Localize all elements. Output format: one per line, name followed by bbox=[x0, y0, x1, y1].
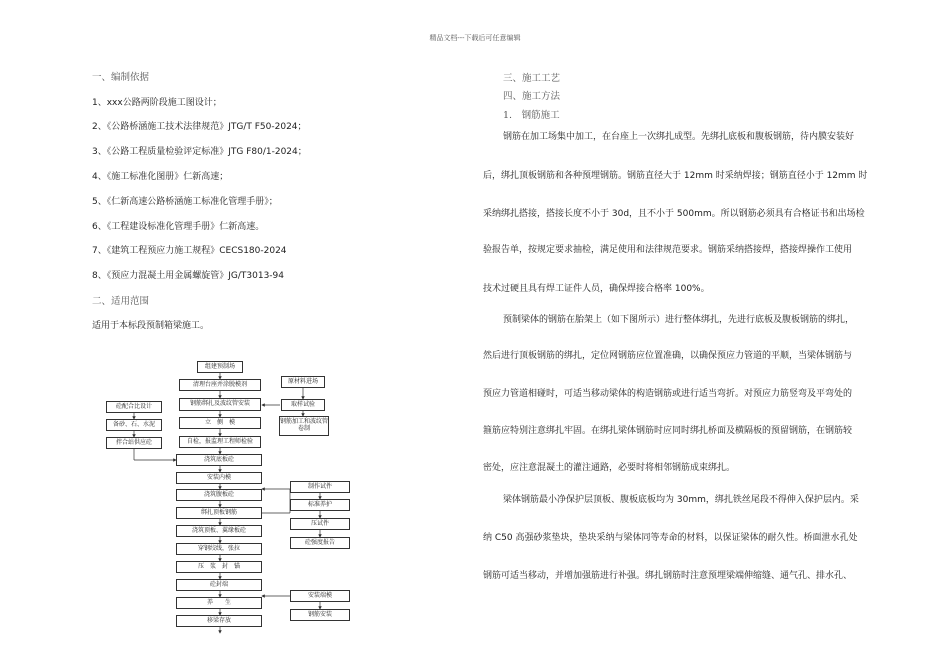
flow-step: 养 生 bbox=[176, 597, 262, 609]
basis-item: 2、《公路桥涵施工技术法律规范》JTG/T F50-2024； bbox=[92, 122, 307, 132]
flow-step: 浇筑顶板、翼缘板砼 bbox=[176, 525, 262, 537]
flow-step: 绑扎顶板钢筋 bbox=[176, 507, 262, 519]
construction-flowchart bbox=[90, 355, 370, 645]
flow-step: 清理台座并涂脱模剂 bbox=[179, 379, 261, 391]
basis-item: 8、《预应力混凝土用金属螺旋管》JG/T3013-94 bbox=[92, 271, 284, 281]
flow-side-step: 取样试验 bbox=[281, 399, 325, 411]
basis-item: 3、《公路工程质量检验评定标准》JTG F80/1-2024； bbox=[92, 147, 307, 157]
section-heading-scope: 二、适用范围 bbox=[92, 296, 150, 307]
flow-side-step: 砼强度报告 bbox=[290, 537, 350, 549]
basis-item: 4、《施工标准化图册》仁新高速； bbox=[92, 172, 229, 182]
flow-step: 钢筋绑扎及波纹管安装 bbox=[179, 398, 261, 411]
body-line: 验报告单，按规定要求抽检，满足使用和法律规范要求。钢筋采纳搭接焊，搭接焊操作工使用 bbox=[483, 245, 853, 255]
body-line: 钢筋在加工场集中加工，在台座上一次绑扎成型。先绑扎底板和腹板钢筋，待内膜安装好 bbox=[503, 132, 855, 142]
flow-step: 立 侧 模 bbox=[179, 417, 261, 429]
flow-step: 浇筑底板砼 bbox=[176, 454, 262, 466]
flow-step: 浇筑腹板砼 bbox=[176, 489, 262, 501]
body-line: 后，绑扎顶板钢筋和各种预埋钢筋。钢筋直径大于 12mm 时采纳焊接；钢筋直径小于 12mm 时 bbox=[483, 171, 868, 181]
flow-step: 安装内模 bbox=[176, 472, 262, 484]
body-line: 梁体钢筋最小净保护层顶板、腹板底板均为 30mm，绑扎铁丝尾段不得伸入保护层内。采 bbox=[503, 495, 859, 505]
flow-side-step: 原材料进场 bbox=[281, 376, 325, 388]
flow-side-step: 标准养护 bbox=[290, 499, 350, 511]
body-line: 预应力管道相碰时，可适当移动梁体的构造钢筋或进行适当弯折。对预应力筋竖弯及平弯处的 bbox=[483, 389, 853, 399]
body-line: 采纳绑扎搭接，搭接长度不小于 30d，且不小于 500mm。所以钢筋必须具有合格证书和出场检 bbox=[483, 209, 865, 219]
flow-step: 砼封端 bbox=[176, 579, 262, 591]
flow-side-step: 砼配合比设计 bbox=[106, 401, 162, 413]
section-heading-method: 四、施工方法 bbox=[503, 91, 561, 102]
basis-item: 7、《建筑工程预应力施工规程》CECS180-2024 bbox=[92, 246, 287, 256]
flow-side-step: 安装端模 bbox=[290, 590, 350, 602]
flow-side-step: 备砂、石、水泥 bbox=[106, 419, 162, 431]
body-line: 预制梁体的钢筋在胎架上（如下图所示）进行整体绑扎，先进行底板及腹板钢筋的绑扎， bbox=[503, 315, 855, 325]
flow-step: 组建预制场 bbox=[197, 361, 243, 373]
flow-side-step: 压试件 bbox=[290, 518, 350, 530]
subsection-heading-rebar: 1. 钢筋施工 bbox=[503, 110, 560, 121]
flow-side-step: 钢筋安装 bbox=[290, 609, 350, 621]
body-line: 密处，应注意混凝土的灌注通路，必要时将相邻钢筋成束绑扎。 bbox=[483, 463, 736, 473]
basis-item: 6、《工程建设标准化管理手册》仁新高速。 bbox=[92, 222, 265, 232]
flow-step: 自检，报监理工程师检验 bbox=[179, 436, 261, 448]
body-line: 纳 C50 高强砂浆垫块，垫块采纳与梁体同等寿命的材料，以保证梁体的耐久性。桥面泄水孔处 bbox=[483, 533, 858, 543]
flow-side-step: 拌合站供应砼 bbox=[106, 437, 162, 449]
flow-side-step: 钢筋加工和波纹管卷制 bbox=[279, 416, 329, 436]
flow-step: 移梁存放 bbox=[176, 615, 262, 627]
basis-item: 1、xxx公路两阶段施工图设计； bbox=[92, 98, 222, 108]
body-line: 然后进行顶板钢筋的绑扎，定位网钢筋应位置准确，以确保预应力管道的平顺，当梁体钢筋与 bbox=[483, 351, 853, 361]
page-header: 精品文档---下载后可任意编辑 bbox=[429, 34, 521, 42]
section-heading-process: 三、施工工艺 bbox=[503, 73, 561, 84]
flow-step: 穿钢绞线，张拉 bbox=[176, 543, 262, 555]
scope-text: 适用于本标段预制箱梁施工。 bbox=[92, 321, 210, 331]
body-line: 技术过硬且具有焊工证件人员，确保焊接合格率 100%。 bbox=[483, 284, 710, 294]
body-line: 箍筋应特别注意绑扎牢固。在绑扎梁体钢筋时应同时绑扎桥面及横隔板的预留钢筋，在钢筋较 bbox=[483, 426, 853, 436]
body-line: 钢筋可适当移动，并增加强筋进行补强。绑扎钢筋时注意预埋梁端伸缩缝、通气孔、排水孔、 bbox=[483, 571, 853, 581]
flow-side-step: 制作试件 bbox=[290, 481, 350, 493]
section-heading-basis: 一、编制依据 bbox=[92, 72, 150, 83]
basis-item: 5、《仁新高速公路桥涵施工标准化管理手册》； bbox=[92, 197, 278, 207]
flow-step: 压 浆 封 锚 bbox=[176, 561, 262, 573]
